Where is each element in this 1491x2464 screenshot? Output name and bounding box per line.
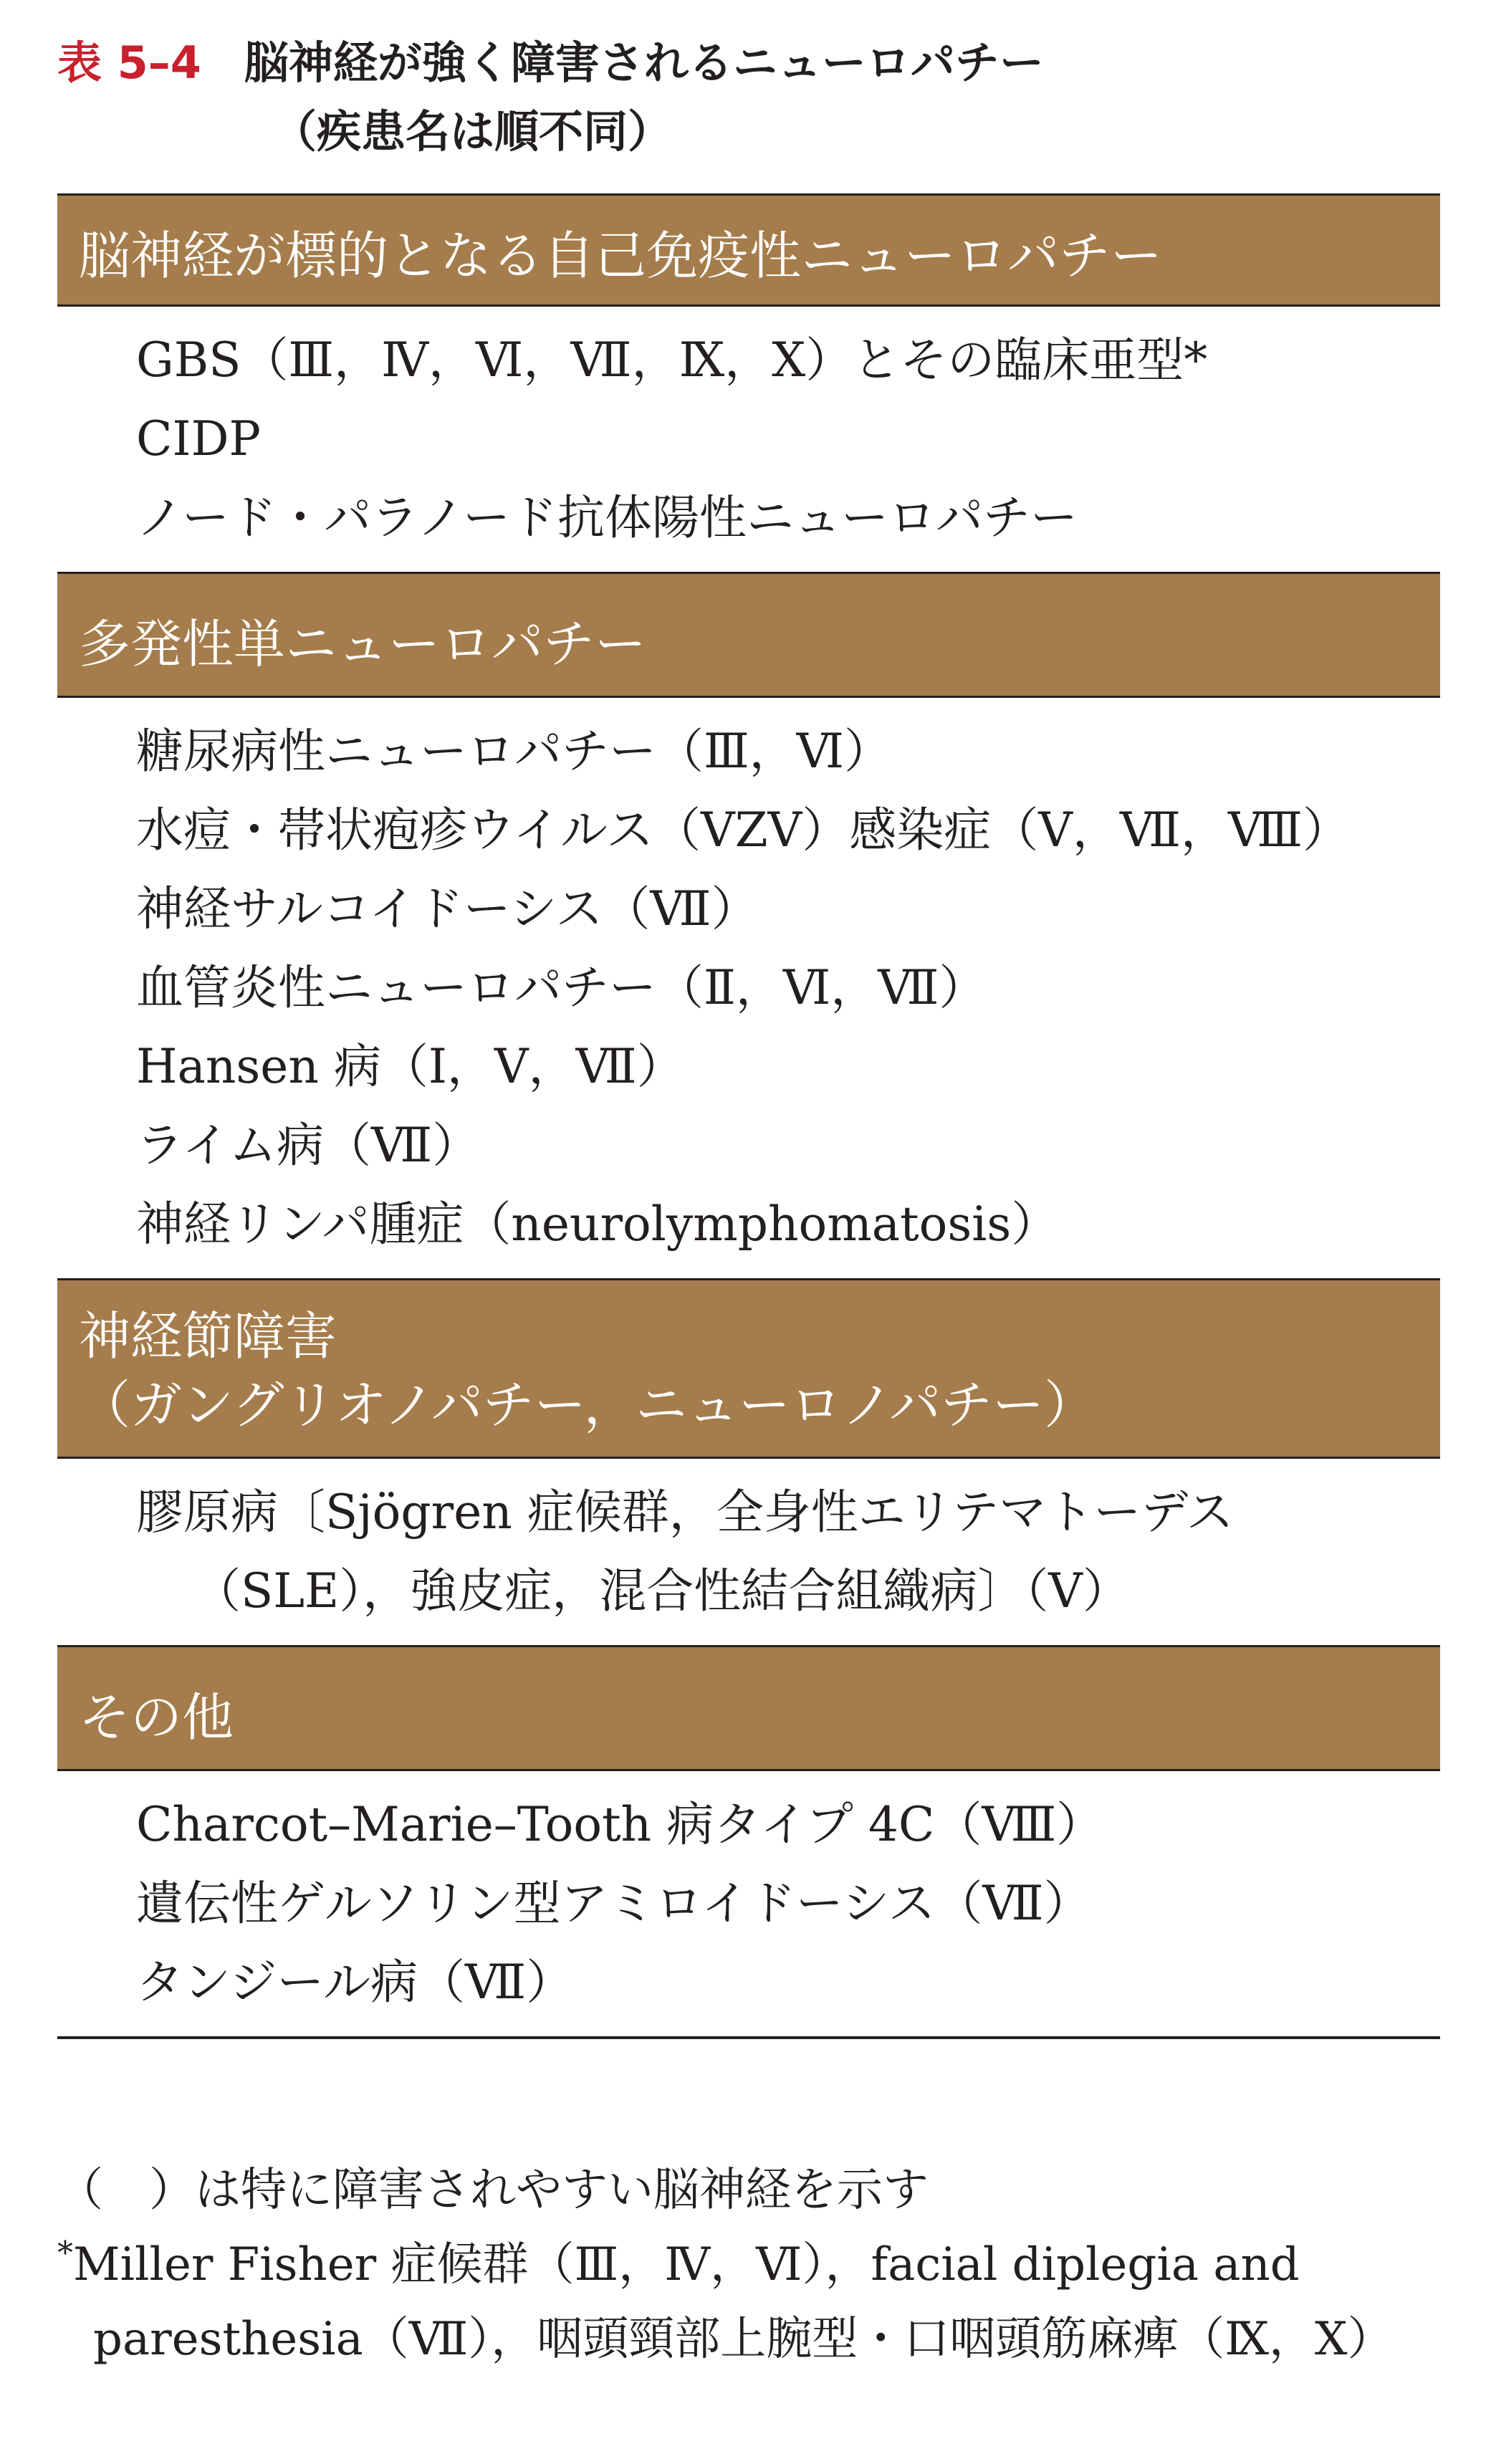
- section-body-ganglionopathy: [57, 1459, 1440, 1647]
- title-line: [57, 29, 1462, 97]
- section-header-ganglionopathy: [57, 1280, 1440, 1459]
- list-item: 神経サルコイドーシス（Ⅶ）: [136, 881, 759, 936]
- section-header-other: その他: [57, 1647, 1440, 1771]
- section-header-line1: 神経節障害: [79, 1306, 337, 1366]
- title-main: 脳神経が強く障害されるニューロパチー: [244, 37, 1044, 89]
- section-body-other: [57, 1771, 1440, 2039]
- table-number: 表 5–4: [57, 37, 201, 89]
- section-header-mononeuropathy: 多発性単ニューロパチー: [57, 574, 1440, 698]
- footnote-parentheses: （ ）は特に障害されやすい脳神経を示す: [57, 2164, 929, 2217]
- list-item: 膠原病〔Sjögren 症候群，全身性エリテマトーデス（SLE），強皮症，混合性結合組織病〕（Ⅴ）: [136, 1485, 1234, 1619]
- footnote-asterisk: [57, 2228, 1440, 2377]
- asterisk-marker: *: [57, 2235, 73, 2272]
- list-item: 水痘・帯状疱疹ウイルス（VZV）感染症（Ⅴ，Ⅶ，Ⅷ）: [136, 802, 1351, 858]
- list-item: 血管炎性ニューロパチー（Ⅱ，Ⅵ，Ⅶ）: [136, 960, 987, 1015]
- table-footnotes: [57, 2153, 1440, 2377]
- list-item: CIDP: [136, 411, 261, 466]
- section-header-line2: （ガングリオノパチー，ニューロノパチー）: [79, 1375, 1096, 1435]
- neuropathy-table: [57, 193, 1440, 2039]
- section-body-mononeuropathy: [57, 698, 1440, 1280]
- list-item: Hansen 病（Ⅰ，Ⅴ，Ⅶ）: [136, 1039, 684, 1094]
- list-item: ライム病（Ⅶ）: [136, 1118, 480, 1173]
- section-header-autoimmune: 脳神経が標的となる自己免疫性ニューロパチー: [57, 196, 1440, 307]
- list-item: 糖尿病性ニューロパチー（Ⅲ，Ⅵ）: [136, 724, 892, 779]
- footnote-asterisk-text: Miller Fisher 症候群（Ⅲ，Ⅳ，Ⅵ），facial diplegia and paresthesia（Ⅶ），咽頭頸部上腕型・口咽頭筋麻痺（Ⅸ，Ⅹ）: [73, 2238, 1394, 2366]
- list-item: GBS（Ⅲ，Ⅳ，Ⅵ，Ⅶ，Ⅸ，Ⅹ）とその臨床亜型*: [136, 332, 1208, 388]
- list-item: タンジール病（Ⅶ）: [136, 1955, 574, 2010]
- list-item: Charcot–Marie–Tooth 病タイプ 4C（Ⅷ）: [136, 1797, 1104, 1852]
- list-item: 遺伝性ゲルソリン型アミロイドーシス（Ⅶ）: [136, 1876, 1091, 1931]
- list-item: ノード・パラノード抗体陽性ニューロパチー: [136, 490, 1078, 545]
- table-title: [57, 29, 1462, 166]
- title-subtitle: （疾患名は順不同）: [272, 105, 673, 158]
- list-item: 神経リンパ腫症（neurolymphomatosis）: [136, 1197, 1059, 1252]
- section-body-autoimmune: [57, 307, 1440, 574]
